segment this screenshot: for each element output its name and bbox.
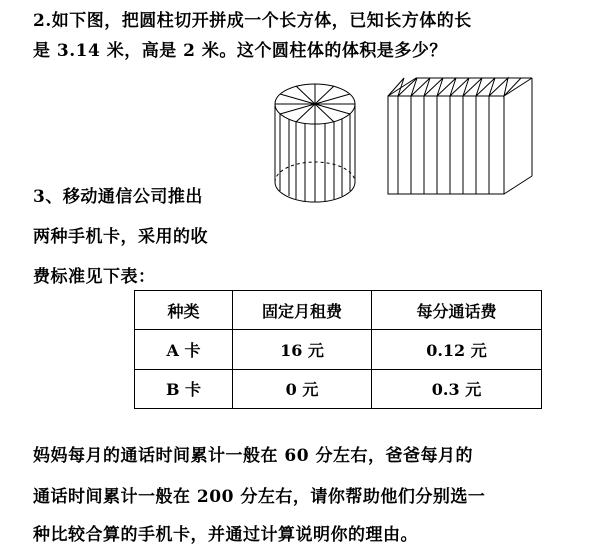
- table-cell-monthly-fee: 0 元: [233, 369, 372, 408]
- table-cell-per-minute-fee: 0.3 元: [372, 369, 542, 408]
- table-header-type: 种类: [135, 291, 233, 330]
- table-header-monthly-fee: 固定月租费: [233, 291, 372, 330]
- table-cell-per-minute-fee: 0.12 元: [372, 330, 542, 369]
- fee-table: [134, 290, 542, 409]
- question3-text-line3: 费标准见下表：: [33, 267, 156, 287]
- question3-text-line1: 3、移动通信公司推出: [33, 187, 203, 207]
- problem-text-line1: 妈妈每月的通话时间累计一般在 60 分左右，爸爸每月的: [33, 446, 473, 466]
- cuboid-front-face: [388, 96, 504, 194]
- table-cell-monthly-fee: 16 元: [233, 330, 372, 369]
- table-cell-card-type: A 卡: [135, 330, 233, 369]
- cuboid-diagram: [384, 74, 534, 202]
- question3-text-line2: 两种手机卡，采用的收: [33, 227, 208, 247]
- problem-text-line2: 通话时间累计一般在 200 分左右，请你帮助他们分别选一: [33, 487, 486, 507]
- question2-text-line1: 2.如下图，把圆柱切开拼成一个长方体，已知长方体的长: [33, 11, 472, 31]
- table-cell-card-type: B 卡: [135, 369, 233, 408]
- cylinder-diagram: [268, 80, 364, 208]
- problem-text-line3: 种比较合算的手机卡，并通过计算说明你的理由。: [33, 525, 418, 545]
- table-row: [135, 369, 542, 408]
- cuboid-drawing: [384, 74, 534, 198]
- table-row: [135, 330, 542, 369]
- table-header-row: [135, 291, 542, 330]
- question2-text-line2: 是 3.14 米，高是 2 米。这个圆柱体的体积是多少？: [33, 41, 447, 61]
- table-header-per-minute-fee: 每分通话费: [372, 291, 542, 330]
- cylinder-drawing: [268, 80, 364, 204]
